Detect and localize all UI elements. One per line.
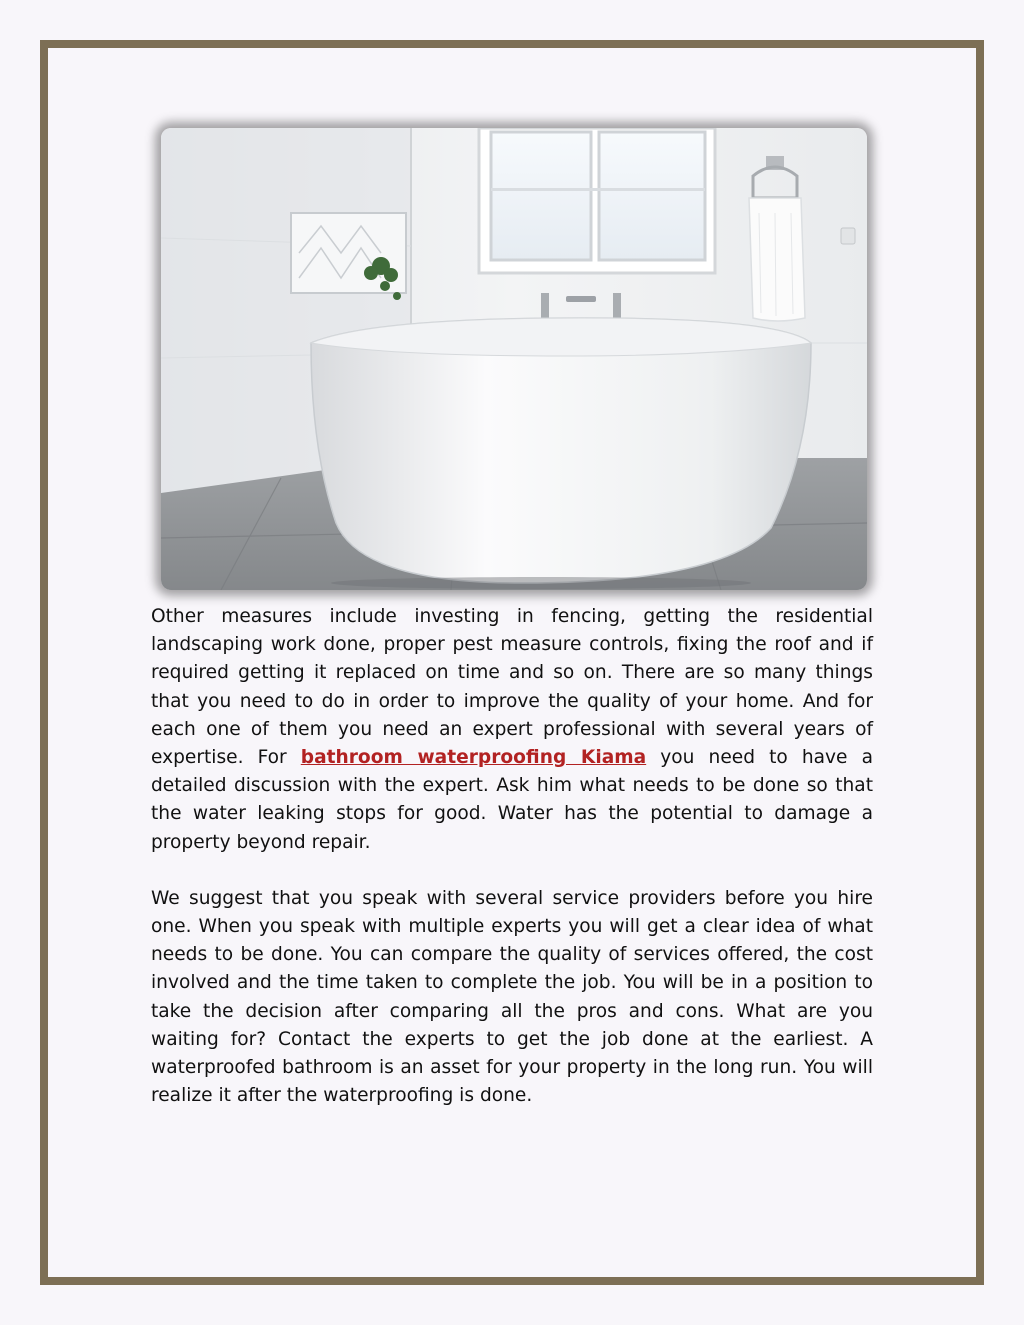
- body-text: [151, 603, 873, 1110]
- paragraph-1-tail: you need to have a detailed discussion with the expert. Ask him what needs to be done so that the water leaking stops for good. Water has the potential to damage a property beyond repair.: [151, 747, 873, 853]
- bathroom-photo: [161, 128, 867, 590]
- paragraph-2: We suggest that you speak with several service providers before you hire one. When you speak with multiple experts you will get a clear idea of what needs to be done. You can compare the quality of services offered, the cost involved and the time taken to complete the job. You will be in a position to take the decision after comparing all the pros and cons. What are you waiting for? Contact the experts to get the job done at the earliest. A waterproofed bathroom is an asset for your property in the long run. You will realize it after the waterproofing is done.: [151, 887, 873, 1107]
- bathroom-waterproofing-link[interactable]: bathroom waterproofing Kiama: [300, 747, 647, 769]
- paragraph-1-lead: Other measures include investing in fencing, getting the residential landscaping work done, proper pest measure controls, fixing the roof and if required getting it replaced on time and so on. There are so many things that you need to do in order to improve the quality of your home. And for each one of them you need an expert professional with several years of expertise. For: [151, 606, 873, 769]
- paragraph-1: [151, 603, 873, 857]
